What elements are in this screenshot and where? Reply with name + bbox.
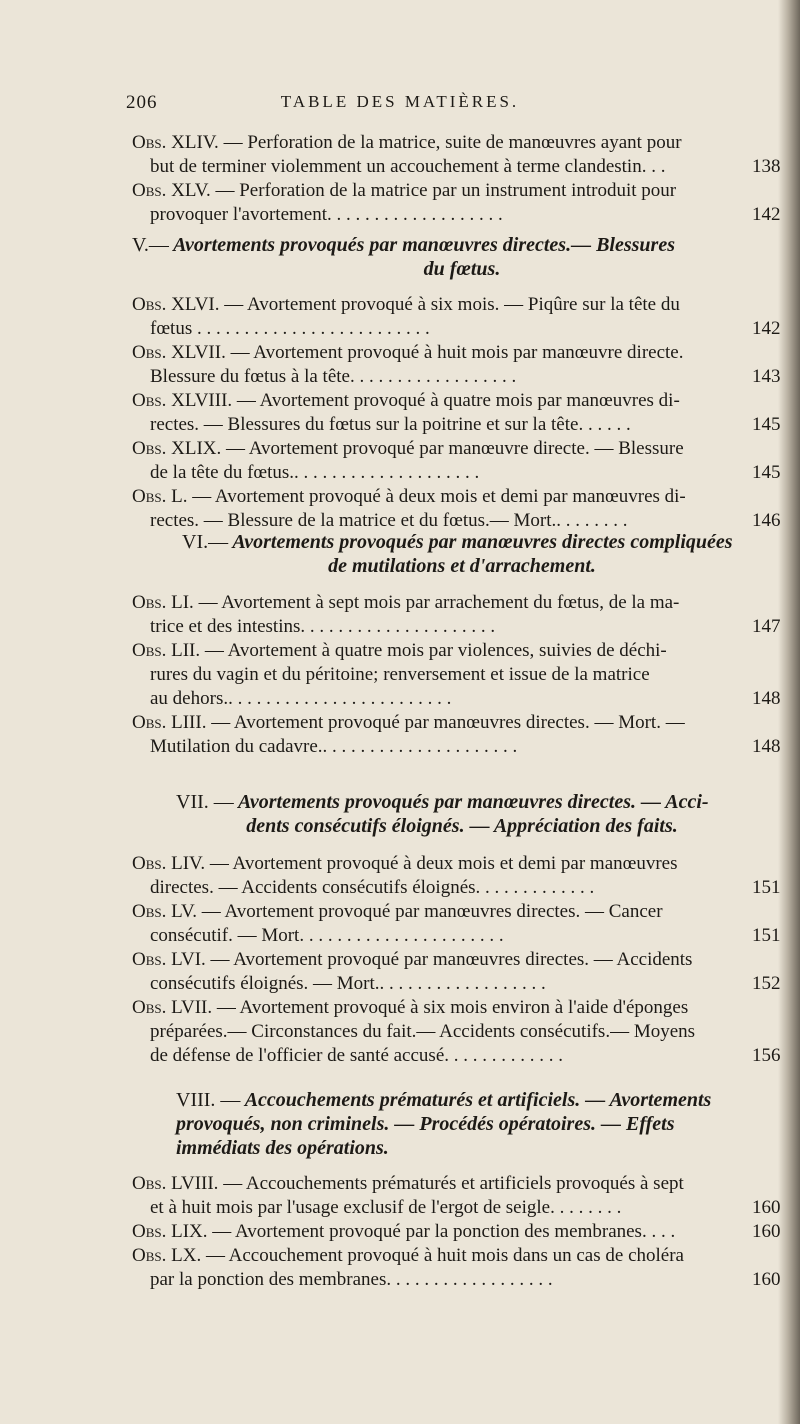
toc-entry-obs-lx: Obs. LX. — Accouchement provoqué à huit mois dans un cas de choléra [132, 1245, 684, 1266]
page-ref: 160 [752, 1221, 781, 1242]
page-ref: 148 [752, 688, 781, 709]
toc-entry-obs-xlv [132, 179, 792, 203]
page-header [0, 92, 800, 122]
section-viii-heading: VIII. — Accouchements prématurés et artificiels. — Avortements provoqués, non criminels. — Procédés opératoires. — Effets immédiats des opérations. [176, 1089, 712, 1159]
entry-text: provoquer l'avortement. . . . . . . . . . . . . . . . . . . [150, 204, 503, 225]
section-vii-heading: VII. — Avortements provoqués par manœuvres directes. — Acci- dents consécutifs éloignés. — Appréciation des faits. [176, 791, 709, 837]
toc-entry-obs-xlix: Obs. XLIX. — Avortement provoqué par manœuvre directe. — Blessure [132, 438, 684, 459]
page-number: 206 [126, 92, 158, 113]
toc-entry-obs-xlvii: Obs. XLVII. — Avortement provoqué à huit mois par manœuvre directe. [132, 342, 684, 363]
toc-entry-obs-lv: Obs. LV. — Avortement provoqué par manœuvres directes. — Cancer [132, 901, 663, 922]
toc-entry-obs-lvi: Obs. LVI. — Avortement provoqué par manœuvres directes. — Accidents [132, 949, 693, 970]
toc-entry-obs-l: Obs. L. — Avortement provoqué à deux mois et demi par manœuvres di- [132, 486, 686, 507]
page-ref: 145 [752, 414, 781, 435]
section-title: Avortements provoqués par manœuvres directes compliquées [232, 531, 733, 553]
obs-label: Obs. XLV. [132, 180, 211, 201]
page-ref: 142 [752, 318, 781, 339]
toc-entry-obs-lii: Obs. LII. — Avortement à quatre mois par violences, suivies de déchi- [132, 640, 667, 661]
entry-text: — Perforation de la matrice, suite de manœuvres ayant pour [223, 132, 682, 153]
page-ref: 146 [752, 510, 781, 531]
obs-label: Obs. XLIV. [132, 132, 219, 153]
entry-text: — Perforation de la matrice par un instrument introduit pour [215, 180, 677, 201]
page-ref: 151 [752, 877, 781, 898]
toc-entry-obs-xlviii: Obs. XLVIII. — Avortement provoqué à quatre mois par manœuvres di- [132, 390, 680, 411]
toc-group-2: Obs. XLVI. — Avortement provoqué à six mois. — Piqûre sur la tête du fœtus . . . . . . . . . . . . . . . . . . . . . . . . . 142 Obs. XLVII. — Avortement provoqué à huit mois par manœuvre directe. Blessure du fœtus à la tête. . . . . . . . . . . . . . . . . . 143 Obs. XLVIII. — Avortement provoqué à quatre mois par manœuvres di- rectes. — Blessures du fœtus sur la poitrine et sur la tête. . . . . . 145 Obs. XLIX. — Avortement provoqué par manœuvre directe. — Blessure de la tête du fœtus.. . . . . . . . . . . . . . . . . . . . 145 Obs. L. — Avortement provoqué à deux mois et demi par manœuvres di- rectes. — Blessure de la matrice et du fœtus.— Mort.. . . . . . . . 146 [132, 293, 792, 533]
page-ref: 160 [752, 1197, 781, 1218]
running-title: TABLE DES MATIÈRES. [280, 92, 520, 111]
toc-entry-obs-xlvi: Obs. XLVI. — Avortement provoqué à six mois. — Piqûre sur la tête du [132, 294, 680, 315]
section-v-heading: V.— Avortements provoqués par manœuvres directes.— Blessures du fœtus. [132, 234, 675, 280]
toc-entry-obs-lix: Obs. LIX. — Avortement provoqué par la ponction des membranes. . . . 160 [132, 1220, 792, 1244]
toc-group-5: Obs. LVIII. — Accouchements prématurés et artificiels provoqués à sept et à huit mois par l'usage exclusif de l'ergot de seigle. . . . . . . . 160 Obs. LIX. — Avortement provoqué par la ponction des membranes. . . . 160 Obs. LX. — Accouchement provoqué à huit mois dans un cas de choléra par la ponction des membranes. . . . . . . . . . . . . . . . . . 160 [132, 1172, 792, 1292]
toc-entry-obs-lviii: Obs. LVIII. — Accouchements prématurés et artificiels provoqués à sept [132, 1173, 684, 1194]
toc-entry-obs-liv: Obs. LIV. — Avortement provoqué à deux mois et demi par manœuvres [132, 853, 678, 874]
page-ref: 148 [752, 736, 781, 757]
page-ref: 152 [752, 973, 781, 994]
toc-group-1 [132, 131, 792, 227]
toc-entry-obs-xliv [132, 131, 792, 155]
toc-entry-obs-lvii: Obs. LVII. — Avortement provoqué à six mois environ à l'aide d'éponges [132, 997, 689, 1018]
page-ref: 142 [752, 204, 781, 225]
page-ref: 156 [752, 1045, 781, 1066]
section-title: Avortements provoqués par manœuvres directes. — Acci- [238, 791, 709, 813]
section-title: Accouchements prématurés et artificiels. — Avortements [244, 1089, 712, 1111]
page-ref: 160 [752, 1269, 781, 1290]
section-title: Avortements provoqués par manœuvres directes.— Blessures [173, 234, 675, 256]
toc-group-4: Obs. LIV. — Avortement provoqué à deux mois et demi par manœuvres directes. — Accidents consécutifs éloignés. . . . . . . . . . . . . 151 Obs. LV. — Avortement provoqué par manœuvres directes. — Cancer consécutif. — Mort. . . . . . . . . . . . . . . . . . . . . . 151 Obs. LVI. — Avortement provoqué par manœuvres directes. — Accidents consécutifs éloignés. — Mort.. . . . . . . . . . . . . . . . . . 152 Obs. LVII. — Avortement provoqué à six mois environ à l'aide d'éponges préparées.— Circonstances du fait.— Accidents consécutifs.— Moyens de défense de l'officier de santé accusé. . . . . . . . . . . . . 156 [132, 852, 792, 1068]
page-ref: 151 [752, 925, 781, 946]
page-ref: 143 [752, 366, 781, 387]
toc-entry-obs-li: Obs. LI. — Avortement à sept mois par arrachement du fœtus, de la ma- [132, 592, 680, 613]
toc-group-3: Obs. LI. — Avortement à sept mois par arrachement du fœtus, de la ma- trice et des intestins. . . . . . . . . . . . . . . . . . . . . 147 Obs. LII. — Avortement à quatre mois par violences, suivies de déchi- rures du vagin et du péritoine; renversement et issue de la matrice au dehors.. . . . . . . . . . . . . . . . . . . . . . . . 148 Obs. LIII. — Avortement provoqué par manœuvres directes. — Mort. — Mutilation du cadavre.. . . . . . . . . . . . . . . . . . . . . 148 [132, 591, 792, 759]
entry-text: but de terminer violemment un accouchement à terme clandestin. . . [150, 156, 666, 177]
page-ref: 138 [752, 156, 781, 177]
toc-entry-obs-liii: Obs. LIII. — Avortement provoqué par manœuvres directes. — Mort. — [132, 712, 685, 733]
page-ref: 145 [752, 462, 781, 483]
section-vi-heading: VI.— Avortements provoqués par manœuvres directes compliquées de mutilations et d'arrachement. [182, 531, 733, 577]
page-ref: 147 [752, 616, 781, 637]
